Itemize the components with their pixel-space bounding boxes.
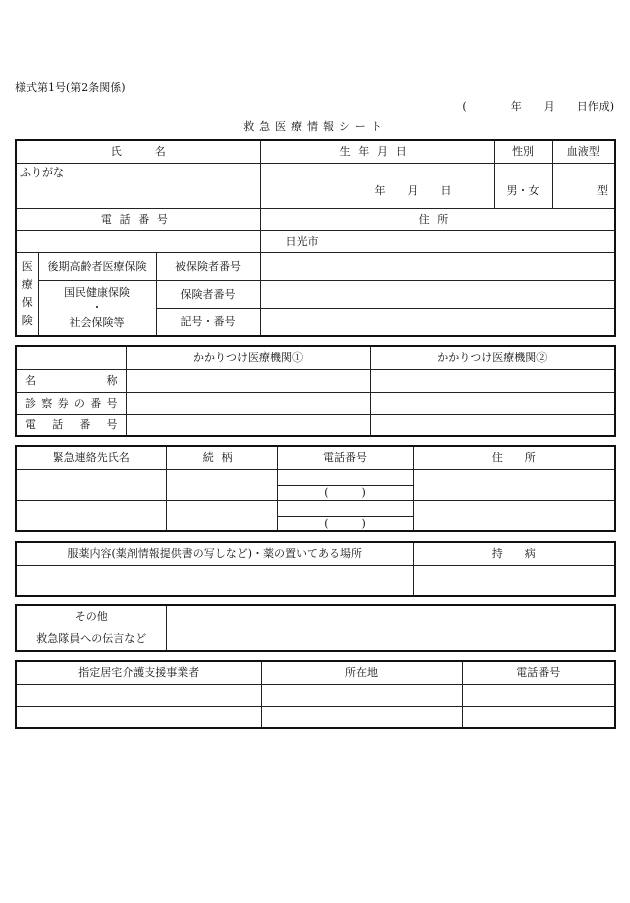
other-label-line2: 救急隊員への伝言など [36,632,147,645]
emergency-2-alt-phone-field[interactable]: ( ) [277,516,413,531]
clinic-2-name-field[interactable] [370,369,615,392]
emergency-2-relation-field[interactable] [166,500,277,531]
relation-header: 続柄 [166,446,277,469]
medication-header: 服薬内容(薬剤情報提供書の写しなど)・薬の置いてある場所 [16,542,413,565]
sheet-title: 救急医療情報シート [243,120,387,133]
furigana-label: ふりがな [16,163,260,208]
clinics-corner [16,346,126,369]
other-label-line1: その他 [74,610,108,623]
medication-field[interactable] [16,565,413,596]
patient-card-number-label: 診察券の番号 [16,392,126,414]
name-header: 氏 名 [16,140,260,163]
clinic-1-header: かかりつけ医療機関① [126,346,370,369]
medication-table [15,541,616,597]
other-table [15,604,616,652]
insurance-type-social: 社会保険等 [69,316,125,330]
blood-type-field[interactable]: 型 [552,163,615,208]
care-2-provider-field[interactable] [16,706,261,728]
insured-number-label: 被保険者番号 [156,252,260,280]
clinic-phone-label: 電話番号 [16,414,126,436]
creation-date-line: ( 年 月 日作成) [462,100,614,113]
emergency-1-relation-field[interactable] [166,469,277,500]
emergency-1-address-field[interactable] [413,469,615,500]
care-1-location-field[interactable] [261,684,462,706]
emergency-1-phone-field[interactable] [277,469,413,485]
insurance-type-national: 国民健康保険 [64,286,130,300]
other-message-field[interactable] [166,605,615,651]
insurer-number-label: 保険者番号 [156,280,260,308]
symbol-number-field[interactable] [260,308,615,336]
clinic-2-header: かかりつけ医療機関② [370,346,615,369]
address-header: 住所 [260,208,615,230]
emergency-2-address-field[interactable] [413,500,615,531]
medical-insurance-label: 医療保険 [16,252,38,336]
emergency-2-name-field[interactable] [16,500,166,531]
care-1-phone-field[interactable] [462,684,615,706]
clinic-1-name-field[interactable] [126,369,370,392]
care-provider-header: 指定居宅介護支援事業者 [16,661,261,684]
emergency-2-phone-field[interactable] [277,500,413,516]
clinic-2-card-field[interactable] [370,392,615,414]
clinic-1-phone-field[interactable] [126,414,370,436]
phone-field[interactable] [16,230,260,252]
care-2-location-field[interactable] [261,706,462,728]
emergency-contact-table [15,445,616,532]
address-field[interactable]: 日光市 [260,230,615,252]
insurance-type-elderly: 後期高齢者医療保険 [38,252,156,280]
chronic-disease-header: 持 病 [413,542,615,565]
clinic-2-phone-field[interactable] [370,414,615,436]
sex-options[interactable]: 男・女 [494,163,552,208]
symbol-number-label: 記号・番号 [156,308,260,336]
care-2-phone-field[interactable] [462,706,615,728]
insured-number-field[interactable] [260,252,615,280]
emergency-phone-header: 電話番号 [277,446,413,469]
clinic-name-label: 名称 [16,369,126,392]
insurance-type-group [38,280,156,336]
emergency-name-header: 緊急連絡先氏名 [16,446,166,469]
care-location-header: 所在地 [261,661,462,684]
blood-type-header: 血液型 [552,140,615,163]
birthdate-field[interactable]: 年 月 日 [260,163,494,208]
insurer-number-field[interactable] [260,280,615,308]
emergency-address-header: 住 所 [413,446,615,469]
chronic-disease-field[interactable] [413,565,615,596]
care-1-provider-field[interactable] [16,684,261,706]
care-phone-header: 電話番号 [462,661,615,684]
clinic-1-card-field[interactable] [126,392,370,414]
form-number-label: 様式第1号(第2条関係) [15,81,126,94]
care-provider-table [15,660,616,729]
clinics-table [15,345,616,437]
sex-header: 性別 [494,140,552,163]
insurance-type-separator: ・ [91,301,103,315]
phone-header: 電話番号 [16,208,260,230]
personal-info-table [15,139,616,337]
other-label [16,605,166,651]
birthdate-header: 生年月日 [260,140,494,163]
emergency-1-name-field[interactable] [16,469,166,500]
emergency-1-alt-phone-field[interactable]: ( ) [277,485,413,500]
